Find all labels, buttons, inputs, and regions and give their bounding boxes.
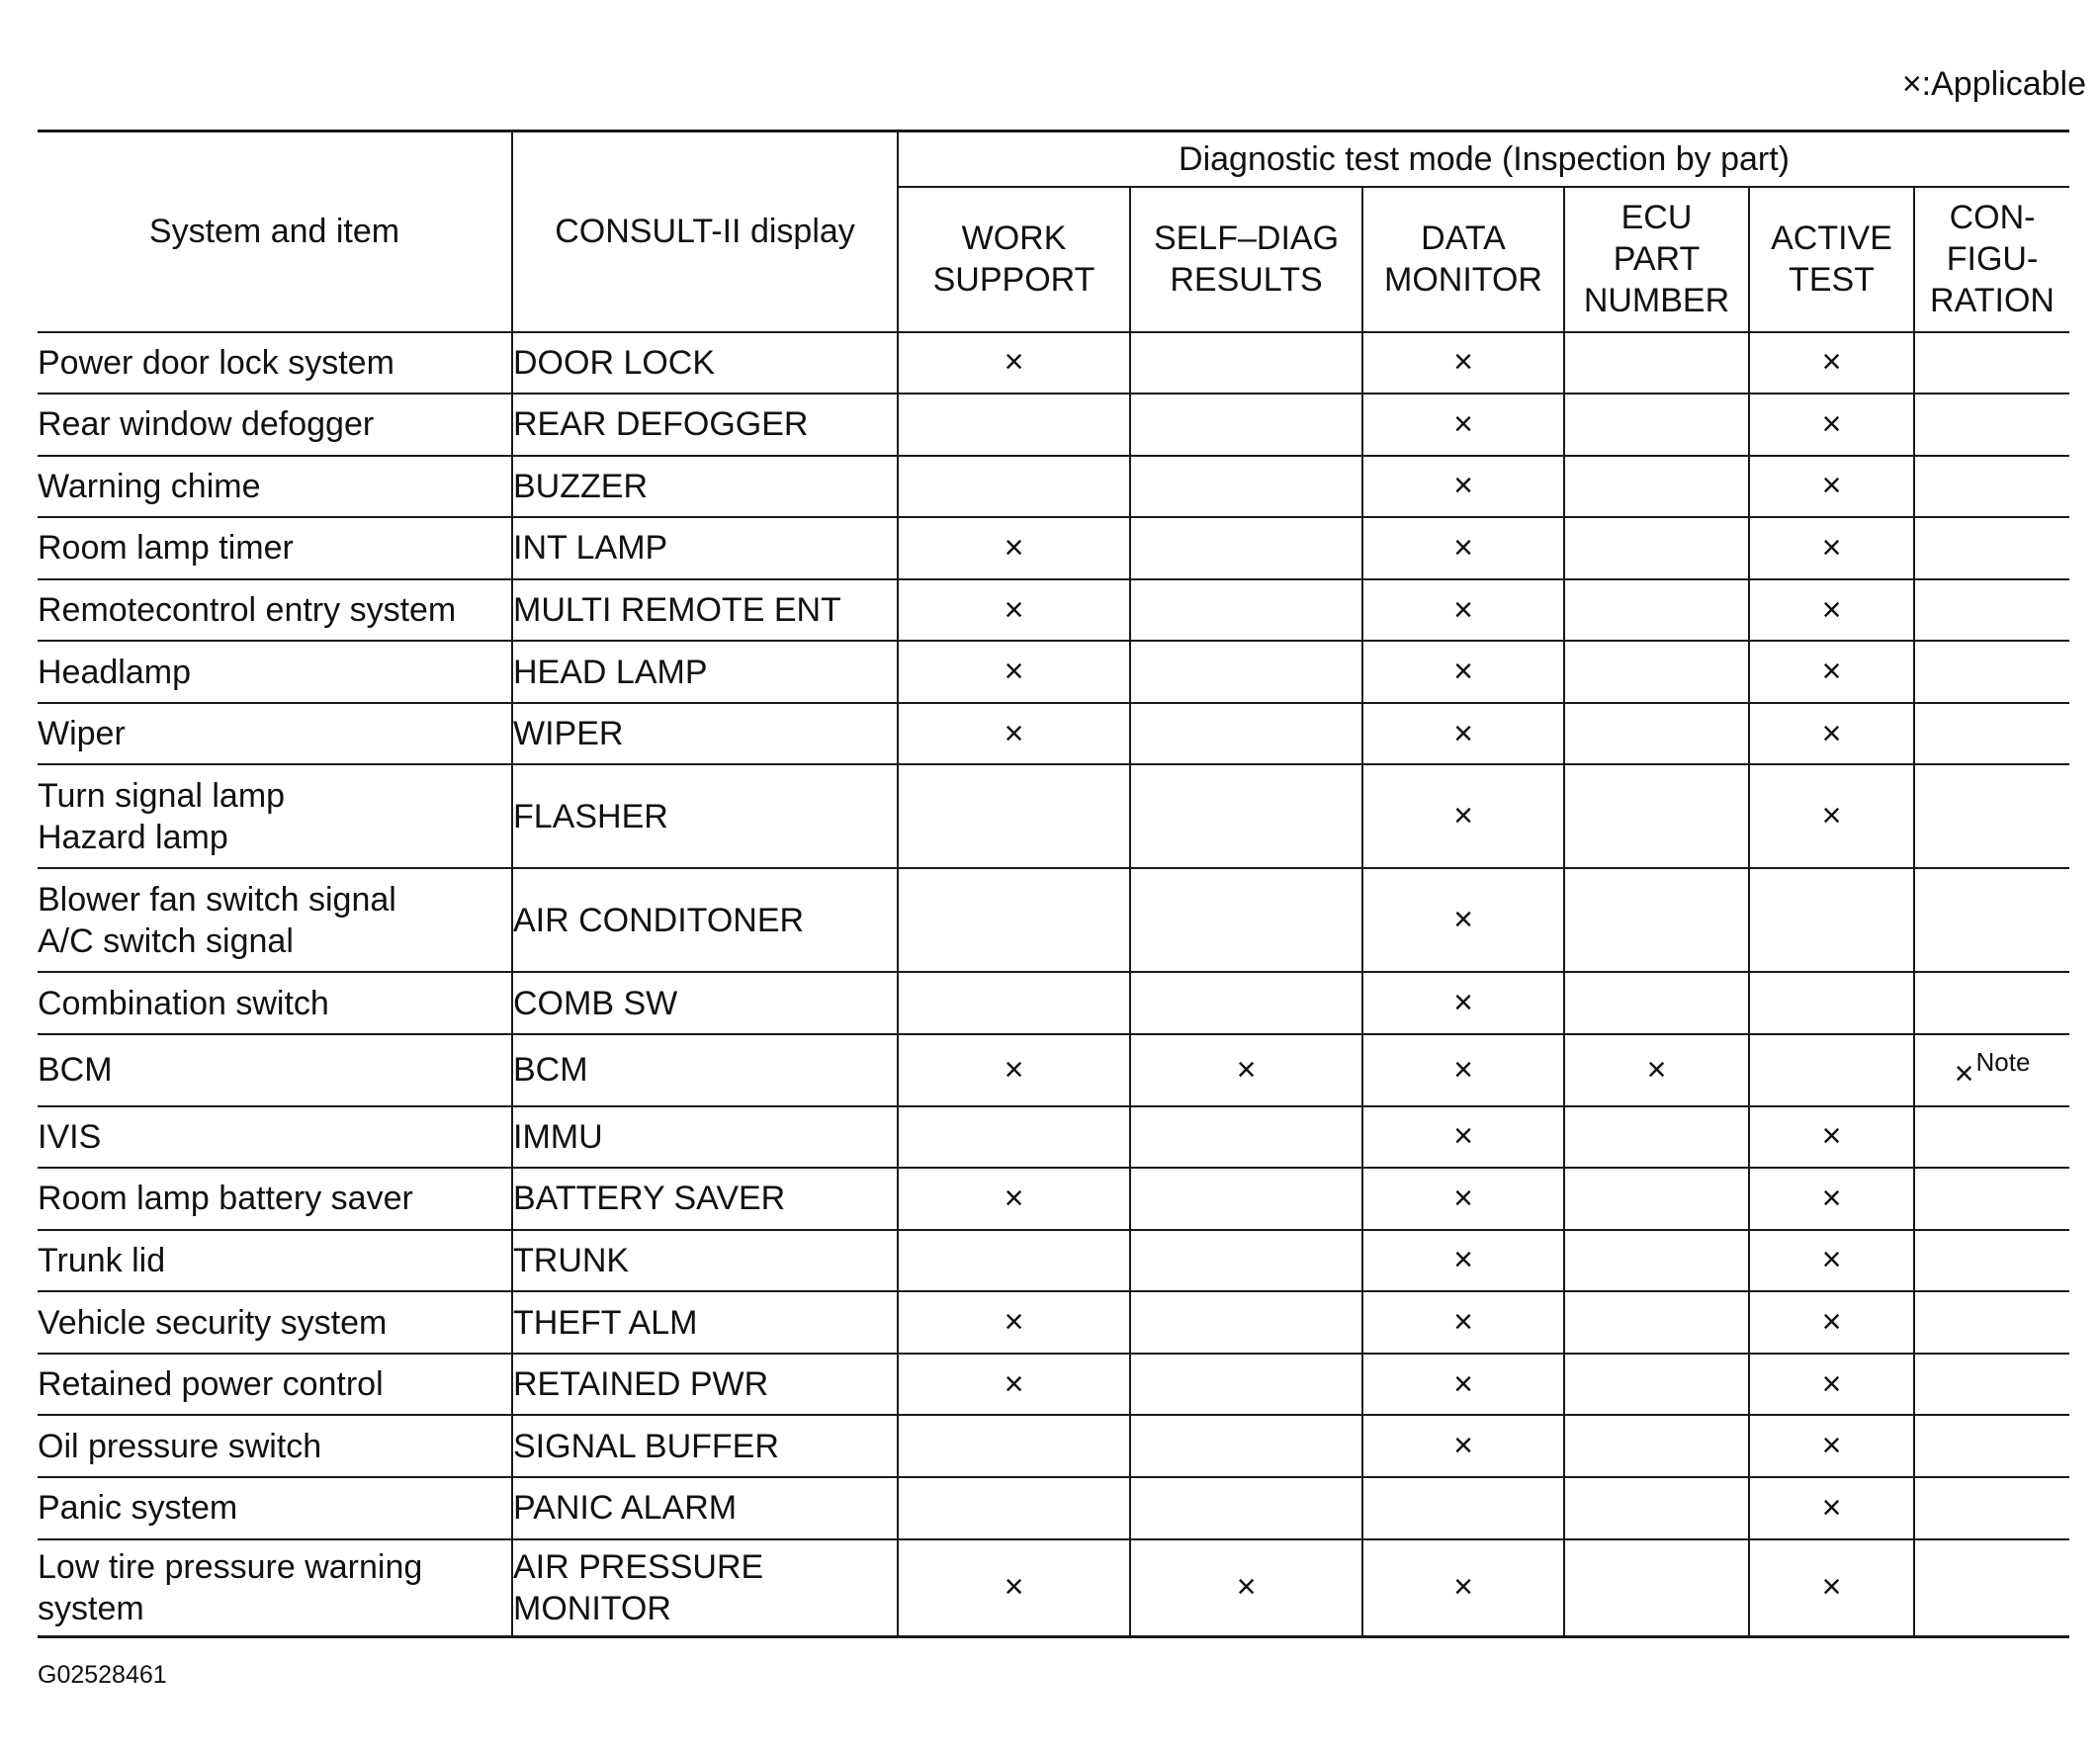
system-item-line: Warning chime [38, 467, 261, 505]
applicable-mark: × [1453, 1179, 1473, 1217]
system-item-cell [38, 1230, 512, 1292]
consult-display-cell [512, 1477, 898, 1539]
table-row [38, 641, 2069, 703]
consult-display-line: AIR PRESSURE [513, 1547, 764, 1586]
consult-display-cell [512, 641, 898, 703]
applicable-mark: × [1453, 1050, 1473, 1089]
header-mode-line: ACTIVE [1771, 219, 1892, 257]
system-item-cell [38, 868, 512, 972]
mode-cell [898, 1230, 1130, 1292]
mode-cell [1914, 764, 2069, 868]
consult-display-cell [512, 394, 898, 456]
mode-cell [898, 1415, 1130, 1477]
mode-cell [1362, 1230, 1564, 1292]
table-row [38, 332, 2069, 394]
mode-cell [1362, 517, 1564, 579]
applicable-mark: × [1004, 1568, 1024, 1607]
applicable-mark: × [1821, 1241, 1842, 1279]
mode-cell [898, 456, 1130, 518]
mode-cell [898, 972, 1130, 1034]
consult-display-line: THEFT ALM [513, 1303, 698, 1342]
mode-cell [898, 1291, 1130, 1354]
figure-id: G02528461 [38, 1661, 167, 1689]
table-row [38, 764, 2069, 868]
system-item-cell [38, 703, 512, 765]
applicable-mark: × [1821, 714, 1842, 752]
applicable-mark: × [1453, 653, 1473, 691]
mode-cell [1749, 1415, 1914, 1477]
mode-cell [1564, 1539, 1749, 1637]
mode-cell [1564, 332, 1749, 394]
table-body [38, 332, 2069, 1637]
header-mode-line: TEST [1789, 261, 1875, 299]
mode-cell [898, 1539, 1130, 1637]
mode-cell [1749, 1034, 1914, 1106]
consult-display-line: DOOR LOCK [513, 343, 716, 382]
consult-display-cell [512, 1291, 898, 1354]
applicable-mark: × [1453, 528, 1473, 567]
consult-display-line: HEAD LAMP [513, 653, 708, 691]
header-mode-line: NUMBER [1583, 282, 1730, 319]
system-item-line: Room lamp timer [38, 529, 294, 568]
system-item-cell [38, 764, 512, 868]
system-item-line: system [38, 1589, 144, 1627]
mode-cell [898, 517, 1130, 579]
mode-cell [1130, 868, 1362, 972]
table-row [38, 1415, 2069, 1477]
applicable-legend: ×:Applicable [1901, 65, 2086, 103]
mode-cell [1362, 394, 1564, 456]
mode-cell [1914, 1034, 2069, 1106]
applicable-mark: × [1821, 590, 1842, 629]
system-item-cell [38, 641, 512, 703]
mode-cell [1564, 1106, 1749, 1169]
mode-cell [898, 332, 1130, 394]
mode-cell [1564, 764, 1749, 868]
consult-display-cell [512, 579, 898, 642]
mode-cell [1914, 1415, 2069, 1477]
applicable-mark: × [1453, 797, 1473, 835]
mode-cell [1362, 1291, 1564, 1354]
mode-cell [1564, 1477, 1749, 1539]
mode-cell [1362, 1354, 1564, 1416]
consult-display-line: SIGNAL BUFFER [513, 1427, 779, 1465]
header-mode-line: RESULTS [1170, 261, 1323, 299]
header-mode-2 [1362, 187, 1564, 332]
mode-cell [898, 868, 1130, 972]
consult-display-cell [512, 1034, 898, 1106]
mode-cell [1564, 703, 1749, 765]
mode-cell [1914, 1168, 2069, 1230]
system-item-line: Vehicle security system [38, 1303, 388, 1342]
mode-cell [1130, 703, 1362, 765]
applicable-mark: × [1453, 590, 1473, 629]
consult-display-line: REAR DEFOGGER [513, 405, 809, 444]
mode-cell [1362, 972, 1564, 1034]
system-item-cell [38, 1539, 512, 1637]
mode-cell [1362, 868, 1564, 972]
mode-cell [898, 1477, 1130, 1539]
table-row [38, 579, 2069, 642]
applicable-mark: × [1453, 1117, 1473, 1156]
consult-display-cell [512, 332, 898, 394]
mode-cell [1564, 1230, 1749, 1292]
consult-display-line: MONITOR [513, 1589, 671, 1627]
mode-cell [1749, 868, 1914, 972]
header-mode-line: CON- [1949, 199, 2036, 236]
consult-display-line: INT LAMP [513, 529, 668, 568]
mode-cell [1130, 1106, 1362, 1169]
consult-display-cell [512, 517, 898, 579]
mode-cell [898, 1354, 1130, 1416]
header-mode-3 [1564, 187, 1749, 332]
mode-cell [1914, 868, 2069, 972]
mode-cell [1749, 1230, 1914, 1292]
mode-cell [1130, 1415, 1362, 1477]
mode-cell [1564, 641, 1749, 703]
header-mode-line: PART [1613, 240, 1701, 278]
mode-cell [1130, 1354, 1362, 1416]
system-item-line: Retained power control [38, 1365, 384, 1404]
consult-display-cell [512, 1354, 898, 1416]
applicable-mark: × [1821, 1427, 1842, 1465]
consult-display-line: BCM [513, 1051, 588, 1090]
table-row [38, 1106, 2069, 1169]
table-row [38, 703, 2069, 765]
header-mode-1 [1130, 187, 1362, 332]
applicable-mark: × [1004, 1050, 1024, 1089]
diagnostic-table [38, 130, 2069, 1638]
mode-cell [1914, 1477, 2069, 1539]
consult-display-cell [512, 456, 898, 518]
header-mode-0 [898, 187, 1130, 332]
mode-cell [1362, 1415, 1564, 1477]
table-row [38, 972, 2069, 1034]
mode-cell [1362, 703, 1564, 765]
system-item-line: Oil pressure switch [38, 1427, 322, 1465]
consult-display-cell [512, 972, 898, 1034]
header-mode-line: ECU [1620, 199, 1693, 236]
mode-cell [1362, 579, 1564, 642]
consult-display-cell [512, 868, 898, 972]
system-item-line: A/C switch signal [38, 921, 294, 960]
system-item-cell [38, 1291, 512, 1354]
mode-cell [898, 394, 1130, 456]
applicable-mark: × [1004, 1303, 1024, 1342]
header-diagnostic-test-mode: Diagnostic test mode (Inspection by part) [898, 131, 2069, 187]
applicable-mark: × [1453, 343, 1473, 382]
consult-display-line: IMMU [513, 1117, 603, 1156]
applicable-mark: × [1453, 404, 1473, 443]
system-item-line: Blower fan switch signal [38, 880, 396, 919]
system-item-line: Panic system [38, 1489, 238, 1528]
applicable-mark: × [1954, 1054, 1974, 1093]
mode-cell [1564, 1168, 1749, 1230]
mode-cell [1749, 394, 1914, 456]
header-mode-5 [1914, 187, 2069, 332]
applicable-mark: × [1821, 653, 1842, 691]
mode-cell [1564, 1415, 1749, 1477]
system-item-cell [38, 1106, 512, 1169]
table-row [38, 1354, 2069, 1416]
mode-cell [1564, 972, 1749, 1034]
header-mode-line: SUPPORT [932, 261, 1095, 299]
mode-cell [898, 1168, 1130, 1230]
consult-display-cell [512, 764, 898, 868]
consult-display-line: RETAINED PWR [513, 1365, 769, 1404]
consult-display-line: FLASHER [513, 797, 668, 835]
system-item-line: Hazard lamp [38, 818, 228, 856]
system-item-cell [38, 972, 512, 1034]
mode-cell [1749, 456, 1914, 518]
applicable-mark: × [1821, 1117, 1842, 1156]
mode-cell [1130, 1477, 1362, 1539]
system-item-cell [38, 1034, 512, 1106]
applicable-mark: × [1453, 984, 1473, 1022]
mode-cell [1914, 456, 2069, 518]
mode-cell [1749, 764, 1914, 868]
consult-display-line: AIR CONDITONER [513, 901, 805, 939]
applicable-mark: × [1453, 901, 1473, 939]
table-row [38, 1230, 2069, 1292]
mode-cell [898, 764, 1130, 868]
mode-cell [1362, 1106, 1564, 1169]
mode-cell [1749, 972, 1914, 1034]
mode-cell [1130, 1291, 1362, 1354]
header-mode-4 [1749, 187, 1914, 332]
consult-display-line: BATTERY SAVER [513, 1180, 786, 1218]
applicable-mark: × [1821, 1179, 1842, 1217]
table-row [38, 1034, 2069, 1106]
mode-cell [1749, 1477, 1914, 1539]
mode-cell [1749, 332, 1914, 394]
mode-cell [1130, 764, 1362, 868]
mode-cell [1130, 332, 1362, 394]
table-row [38, 517, 2069, 579]
system-item-cell [38, 1168, 512, 1230]
applicable-mark: × [1821, 404, 1842, 443]
consult-display-line: TRUNK [513, 1241, 630, 1279]
mode-cell [1749, 517, 1914, 579]
mode-cell [1130, 394, 1362, 456]
mode-cell [1564, 579, 1749, 642]
header-consult-display: CONSULT-II display [512, 131, 898, 332]
mode-cell [1914, 579, 2069, 642]
mode-cell [1130, 641, 1362, 703]
table-row [38, 1168, 2069, 1230]
table-row [38, 1477, 2069, 1539]
system-item-line: Combination switch [38, 984, 329, 1022]
system-item-line: Trunk lid [38, 1241, 166, 1279]
mode-cell [1914, 703, 2069, 765]
applicable-mark: × [1004, 528, 1024, 567]
mode-cell [1914, 1291, 2069, 1354]
mode-cell [1914, 332, 2069, 394]
mode-cell [898, 579, 1130, 642]
table-row [38, 394, 2069, 456]
consult-display-cell [512, 1415, 898, 1477]
mode-cell [1749, 1106, 1914, 1169]
note-superscript: Note [1975, 1046, 2031, 1077]
mode-cell [1749, 1168, 1914, 1230]
mode-cell [1130, 1168, 1362, 1230]
mode-cell [1564, 868, 1749, 972]
mode-cell [898, 1034, 1130, 1106]
mode-cell [1914, 1230, 2069, 1292]
mode-cell [1362, 764, 1564, 868]
applicable-mark: × [1453, 1241, 1473, 1279]
header-system-and-item: System and item [38, 131, 512, 332]
mode-cell [1914, 972, 2069, 1034]
mode-cell [1564, 1291, 1749, 1354]
applicable-mark: × [1236, 1050, 1257, 1089]
mode-cell [1564, 1354, 1749, 1416]
mode-cell [1362, 332, 1564, 394]
table-row [38, 868, 2069, 972]
system-item-line: IVIS [38, 1117, 102, 1156]
system-item-line: Remotecontrol entry system [38, 591, 457, 630]
system-item-cell [38, 1477, 512, 1539]
applicable-mark: × [1821, 1303, 1842, 1342]
consult-display-line: COMB SW [513, 984, 678, 1022]
mode-cell [1749, 1291, 1914, 1354]
applicable-mark: × [1004, 1179, 1024, 1217]
applicable-mark: × [1236, 1568, 1257, 1607]
table-row [38, 1291, 2069, 1354]
consult-display-cell [512, 1539, 898, 1637]
mode-cell [1749, 641, 1914, 703]
system-item-cell [38, 517, 512, 579]
header-mode-line: RATION [1930, 282, 2055, 319]
mode-cell [1130, 456, 1362, 518]
mode-cell [1914, 1106, 2069, 1169]
applicable-mark: × [1821, 467, 1842, 505]
mode-cell [1130, 579, 1362, 642]
applicable-mark: × [1821, 1568, 1842, 1607]
mode-cell [1362, 641, 1564, 703]
mode-cell [1749, 1354, 1914, 1416]
mode-cell [1914, 517, 2069, 579]
table-row [38, 1539, 2069, 1637]
applicable-mark: × [1453, 1364, 1473, 1403]
applicable-mark: × [1453, 467, 1473, 505]
consult-display-cell [512, 703, 898, 765]
consult-display-line: PANIC ALARM [513, 1489, 738, 1528]
mode-cell [1362, 1539, 1564, 1637]
applicable-mark: × [1453, 1427, 1473, 1465]
system-item-cell [38, 332, 512, 394]
header-mode-line: DATA [1421, 219, 1506, 257]
consult-display-cell [512, 1230, 898, 1292]
header-mode-line: SELF–DIAG [1153, 219, 1340, 257]
consult-display-cell [512, 1106, 898, 1169]
mode-cell [1564, 1034, 1749, 1106]
applicable-mark: × [1646, 1050, 1667, 1089]
mode-cell [1564, 456, 1749, 518]
mode-cell [1914, 641, 2069, 703]
applicable-mark: × [1004, 653, 1024, 691]
header-mode-line: WORK [961, 219, 1067, 257]
mode-cell [1564, 517, 1749, 579]
system-item-cell [38, 1415, 512, 1477]
mode-cell [1362, 1477, 1564, 1539]
applicable-mark: × [1004, 343, 1024, 382]
mode-cell [1914, 394, 2069, 456]
consult-display-line: BUZZER [513, 467, 648, 505]
mode-cell [898, 1106, 1130, 1169]
applicable-mark: × [1821, 528, 1842, 567]
mode-cell [1749, 1539, 1914, 1637]
mode-cell [1130, 1539, 1362, 1637]
mode-cell [898, 703, 1130, 765]
mode-cell [898, 641, 1130, 703]
mode-cell [1914, 1539, 2069, 1637]
mode-cell [1130, 517, 1362, 579]
applicable-mark: × [1821, 1488, 1842, 1527]
system-item-line: BCM [38, 1051, 113, 1090]
mode-cell [1362, 456, 1564, 518]
mode-cell [1564, 394, 1749, 456]
applicable-mark: × [1004, 1364, 1024, 1403]
mode-cell [1749, 703, 1914, 765]
system-item-line: Low tire pressure warning [38, 1547, 423, 1586]
applicable-mark: × [1821, 343, 1842, 382]
system-item-cell [38, 456, 512, 518]
header-mode-line: FIGU- [1946, 240, 2039, 278]
system-item-line: Rear window defogger [38, 405, 375, 444]
mode-cell [1749, 579, 1914, 642]
system-item-cell [38, 579, 512, 642]
mode-cell [1130, 1034, 1362, 1106]
system-item-line: Room lamp battery saver [38, 1180, 413, 1218]
system-item-line: Power door lock system [38, 343, 394, 382]
applicable-mark: × [1821, 1364, 1842, 1403]
applicable-mark: × [1004, 590, 1024, 629]
mode-cell [1130, 1230, 1362, 1292]
system-item-line: Headlamp [38, 653, 191, 691]
table-row [38, 456, 2069, 518]
mode-cell [1362, 1168, 1564, 1230]
header-mode-line: MONITOR [1384, 261, 1542, 299]
consult-display-cell [512, 1168, 898, 1230]
system-item-line: Turn signal lamp [38, 776, 286, 815]
applicable-mark: × [1004, 714, 1024, 752]
consult-display-line: WIPER [513, 715, 624, 753]
mode-cell [1362, 1034, 1564, 1106]
system-item-line: Wiper [38, 715, 126, 753]
applicable-mark: × [1453, 1568, 1473, 1607]
system-item-cell [38, 1354, 512, 1416]
applicable-mark: × [1453, 1303, 1473, 1342]
mode-cell [1130, 972, 1362, 1034]
system-item-cell [38, 394, 512, 456]
consult-display-line: MULTI REMOTE ENT [513, 591, 841, 630]
applicable-mark: × [1821, 797, 1842, 835]
mode-cell [1914, 1354, 2069, 1416]
applicable-mark: × [1453, 714, 1473, 752]
